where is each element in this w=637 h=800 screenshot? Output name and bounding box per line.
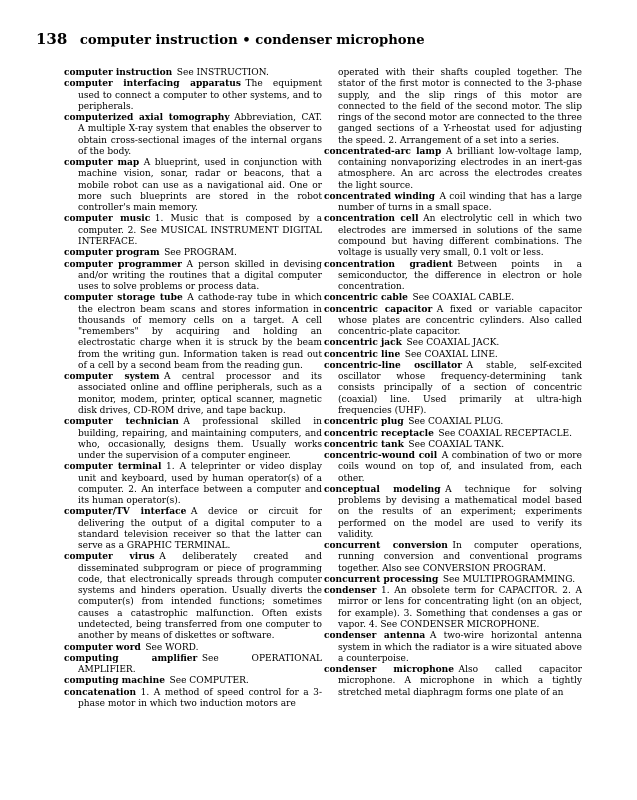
- entry-headword: concentric capacitor: [324, 304, 433, 315]
- dictionary-entry: [64, 293, 322, 372]
- entry-headword: condenser: [324, 586, 377, 597]
- entry-definition: See COAXIAL CABLE.: [412, 293, 515, 304]
- entry-definition: 1. A teleprinter or video display unit and keyboard, used by human operator(s) of a computer. 2. An interface between a computer and its human operator(s).: [78, 462, 322, 507]
- entry-headword: concentric-line oscillator: [324, 360, 462, 371]
- entry-definition: See COAXIAL JACK.: [406, 338, 500, 349]
- entry-definition: A coil winding that has a large number of turns in a small space.: [338, 191, 582, 214]
- entry-headword: computer music: [64, 214, 151, 225]
- entry-definition: A combination of two or more coils wound on top of, and insulated from, each other.: [338, 451, 582, 484]
- entry-definition: Also called capacitor microphone. A microphone in which a tightly stretched metal diaphragm forms one plate of an: [338, 665, 582, 698]
- entry-definition: See INSTRUCTION.: [176, 68, 269, 78]
- entry-headword: computerized axial tomography: [64, 113, 230, 124]
- entry-definition: 1. An obsolete term for CAPACITOR. 2. A mirror or lens for concentrating light (on an object, for example). 3. Something that condenses a gas or vapor. 4. See CONDENSER MICROPHONE.: [338, 586, 582, 631]
- dictionary-entry: [64, 507, 322, 552]
- entry-definition: See WORD.: [145, 642, 199, 653]
- dictionary-entry: [64, 158, 322, 214]
- entry-definition: A brilliant low-voltage lamp, containing nonvaporizing electrodes in an inert-gas atmosphere. An arc across the electrodes creates the light source.: [338, 146, 582, 191]
- dictionary-entry: [324, 665, 582, 699]
- entry-headword: computer storage tube: [64, 293, 183, 304]
- entry-definition: See OPERATIONAL AMPLIFIER.: [78, 653, 322, 676]
- entry-headword: concentric-wound coil: [324, 451, 438, 462]
- dictionary-entry: [324, 260, 582, 294]
- entry-definition: Between points in a semiconductor, the difference in electron or hole concentration.: [338, 259, 582, 293]
- dictionary-entry: [324, 575, 582, 586]
- entry-definition: A cathode-ray tube in which the electron beam scans and stores information in thousands of memory cells on a target. A cell "remembers" by acquiring and holding an electrostatic charge when it is struck by the beam from the writing gun. Information taken is read out of a cell by a second beam from the reading gun.: [78, 293, 323, 371]
- entry-headword: computer virus: [64, 552, 155, 563]
- entry-definition: A deliberately created and disseminated subprogram or piece of programming code, that electronically spreads through computer systems and hinders operation. Usually diverts the computer(s) from intended functions; sometimes causes a catastrophic malfunction. Often exists undetected, being transferred from one computer to another by means of diskettes or software.: [78, 552, 322, 642]
- entry-definition: A person skilled in devising and/or writing the routines that a digital computer uses to solve problems or process data.: [78, 259, 322, 293]
- dictionary-entry: [324, 305, 582, 339]
- entry-headword: concentric plug: [324, 417, 404, 428]
- entry-headword: computer technician: [64, 417, 179, 428]
- dictionary-entry: [324, 440, 582, 451]
- entry-headword: computer program: [64, 248, 160, 259]
- entry-definition: A professional skilled in building, repairing, and maintaining computers, and who, occasionally, designs them. Usually works under the supervision of a computer engineer.: [78, 417, 322, 462]
- entry-definition: See COAXIAL TANK.: [408, 439, 505, 450]
- running-title: computer instruction • condenser microphone: [79, 33, 425, 48]
- entry-definition: A device or circuit for delivering the output of a digital computer to a standard television receiver so that the latter can serve as a GRAPHIC TERMINAL.: [78, 507, 322, 552]
- entry-definition: A stable, self-excited oscillator whose frequency-determining tank consists principally of a section of concentric (coaxial) line. Used primarily at ultra-high frequencies (UHF).: [338, 360, 582, 416]
- page-number: 138: [36, 30, 68, 48]
- dictionary-entry: [64, 79, 322, 113]
- dictionary-entry: [324, 147, 582, 192]
- dictionary-entry: [64, 676, 322, 687]
- entry-definition: In computer operations, running conversion and conventional programs together. Also see CONVERSION PROGRAM.: [338, 541, 582, 574]
- entry-headword: conceptual modeling: [324, 484, 441, 495]
- entry-headword: concatenation: [64, 687, 137, 698]
- dictionary-entry: [324, 417, 582, 428]
- entry-definition: See PROGRAM.: [164, 248, 237, 259]
- entry-headword: computer/TV interface: [64, 507, 187, 518]
- entry-definition: 1. Music that is composed by a computer. 2. See MUSICAL INSTRUMENT DIGITAL INTERFACE.: [78, 214, 322, 247]
- dictionary-entry: [64, 372, 322, 417]
- dictionary-entry: [64, 654, 322, 677]
- dictionary-entry: [64, 68, 322, 79]
- entry-definition: A blueprint, used in conjunction with machine vision, sonar, radar or beacons, that a mobile robot can use as a navigational aid. One or more such blueprints are stored in the robot controller's main memory.: [78, 158, 322, 214]
- entry-definition: See COAXIAL RECEPTACLE.: [438, 428, 572, 439]
- entry-headword: concentric line: [324, 349, 401, 360]
- dictionary-entry: [324, 586, 582, 631]
- dictionary-entry: [64, 688, 322, 711]
- dictionary-entry: [324, 631, 582, 665]
- dictionary-entry: [324, 429, 582, 440]
- dictionary-entry: [64, 248, 322, 259]
- dictionary-entry: [64, 643, 322, 654]
- entry-headword: concurrent conversion: [324, 541, 448, 552]
- dictionary-entry: [64, 260, 322, 294]
- entry-headword: computer interfacing apparatus: [64, 79, 241, 90]
- entry-definition: See COMPUTER.: [169, 676, 249, 687]
- dictionary-entry: [64, 552, 322, 642]
- entry-headword: concentration gradient: [324, 259, 453, 270]
- entry-definition: See COAXIAL LINE.: [404, 349, 498, 360]
- dictionary-entry: [324, 541, 582, 575]
- dictionary-entry: [64, 113, 322, 158]
- dictionary-entry: [324, 485, 582, 541]
- entry-headword: computer map: [64, 158, 140, 169]
- dictionary-entry: [324, 214, 582, 259]
- entry-headword: concentrated-arc lamp: [324, 146, 442, 157]
- entry-headword: concentric receptacle: [324, 428, 434, 439]
- entry-headword: condenser microphone: [324, 665, 455, 676]
- entry-definition: The equipment used to connect a computer to other systems, and to peripherals.: [78, 79, 322, 112]
- left-column: [64, 68, 322, 710]
- dictionary-entry: [324, 192, 582, 215]
- entry-headword: computer instruction: [64, 68, 173, 78]
- entry-definition: Abbreviation, CAT. A multiple X-ray system that enables the observer to obtain cross-sectional images of the internal organs of the body.: [78, 113, 322, 157]
- dictionary-entry: [324, 361, 582, 417]
- entry-definition: A technique for solving problems by devising a mathematical model based on the results of an experiment; experiments performed on the model are used to verify its validity.: [338, 484, 582, 540]
- entry-definition: A central processor and its associated online and offline peripherals, such as a monitor, modem, printer, optical scanner, magnetic disk drives, CD-ROM drive, and tape backup.: [78, 372, 322, 416]
- right-column: [324, 68, 582, 699]
- dictionary-entry: [324, 451, 582, 485]
- dictionary-entry: [64, 214, 322, 248]
- entry-definition: A fixed or variable capacitor whose plates are concentric cylinders. Also called concentric-plate capacitor.: [338, 304, 582, 338]
- entry-headword: concurrent processing: [324, 574, 439, 585]
- dictionary-entry: [64, 462, 322, 507]
- entry-definition: 1. A method of speed control for a 3-phase motor in which two induction motors are: [78, 687, 322, 709]
- entry-headword: concentric cable: [324, 293, 408, 304]
- entry-definition: A two-wire horizontal antenna system in which the radiator is a wire situated above a counterpoise.: [338, 631, 583, 664]
- entry-headword: computer word: [64, 642, 141, 653]
- dictionary-entry: [324, 68, 582, 147]
- running-header: [36, 30, 425, 48]
- entry-headword: computer system: [64, 372, 160, 383]
- entry-definition: operated with their shafts coupled together. The stator of the first motor is connected to the 3-phase supply, and the slip rings of this motor are connected to the field of the second motor. The slip rings of the second motor are connected to the three ganged sections of a Y-rheostat used for adjusting the speed. 2. Arrangement of a set into a series.: [338, 68, 582, 146]
- entry-headword: computing machine: [64, 676, 165, 687]
- dictionary-entry: [324, 293, 582, 304]
- entry-headword: condenser antenna: [324, 631, 426, 642]
- dictionary-entry: [324, 350, 582, 361]
- entry-definition: An electrolytic cell in which two electrodes are immersed in solutions of the same compound but having different combinations. The voltage is usually very small, 0.1 volt or less.: [338, 214, 582, 259]
- entry-headword: concentric tank: [324, 439, 404, 450]
- entry-headword: computer programmer: [64, 259, 182, 270]
- entry-headword: computing amplifier: [64, 653, 198, 664]
- entry-definition: See MULTIPROGRAMMING.: [442, 574, 576, 585]
- dictionary-entry: [324, 338, 582, 349]
- entry-headword: computer terminal: [64, 462, 162, 473]
- entry-definition: See COAXIAL PLUG.: [408, 417, 504, 428]
- entry-headword: concentration cell: [324, 214, 419, 225]
- entry-headword: concentrated winding: [324, 191, 435, 202]
- dictionary-entry: [64, 417, 322, 462]
- entry-headword: concentric jack: [324, 338, 402, 349]
